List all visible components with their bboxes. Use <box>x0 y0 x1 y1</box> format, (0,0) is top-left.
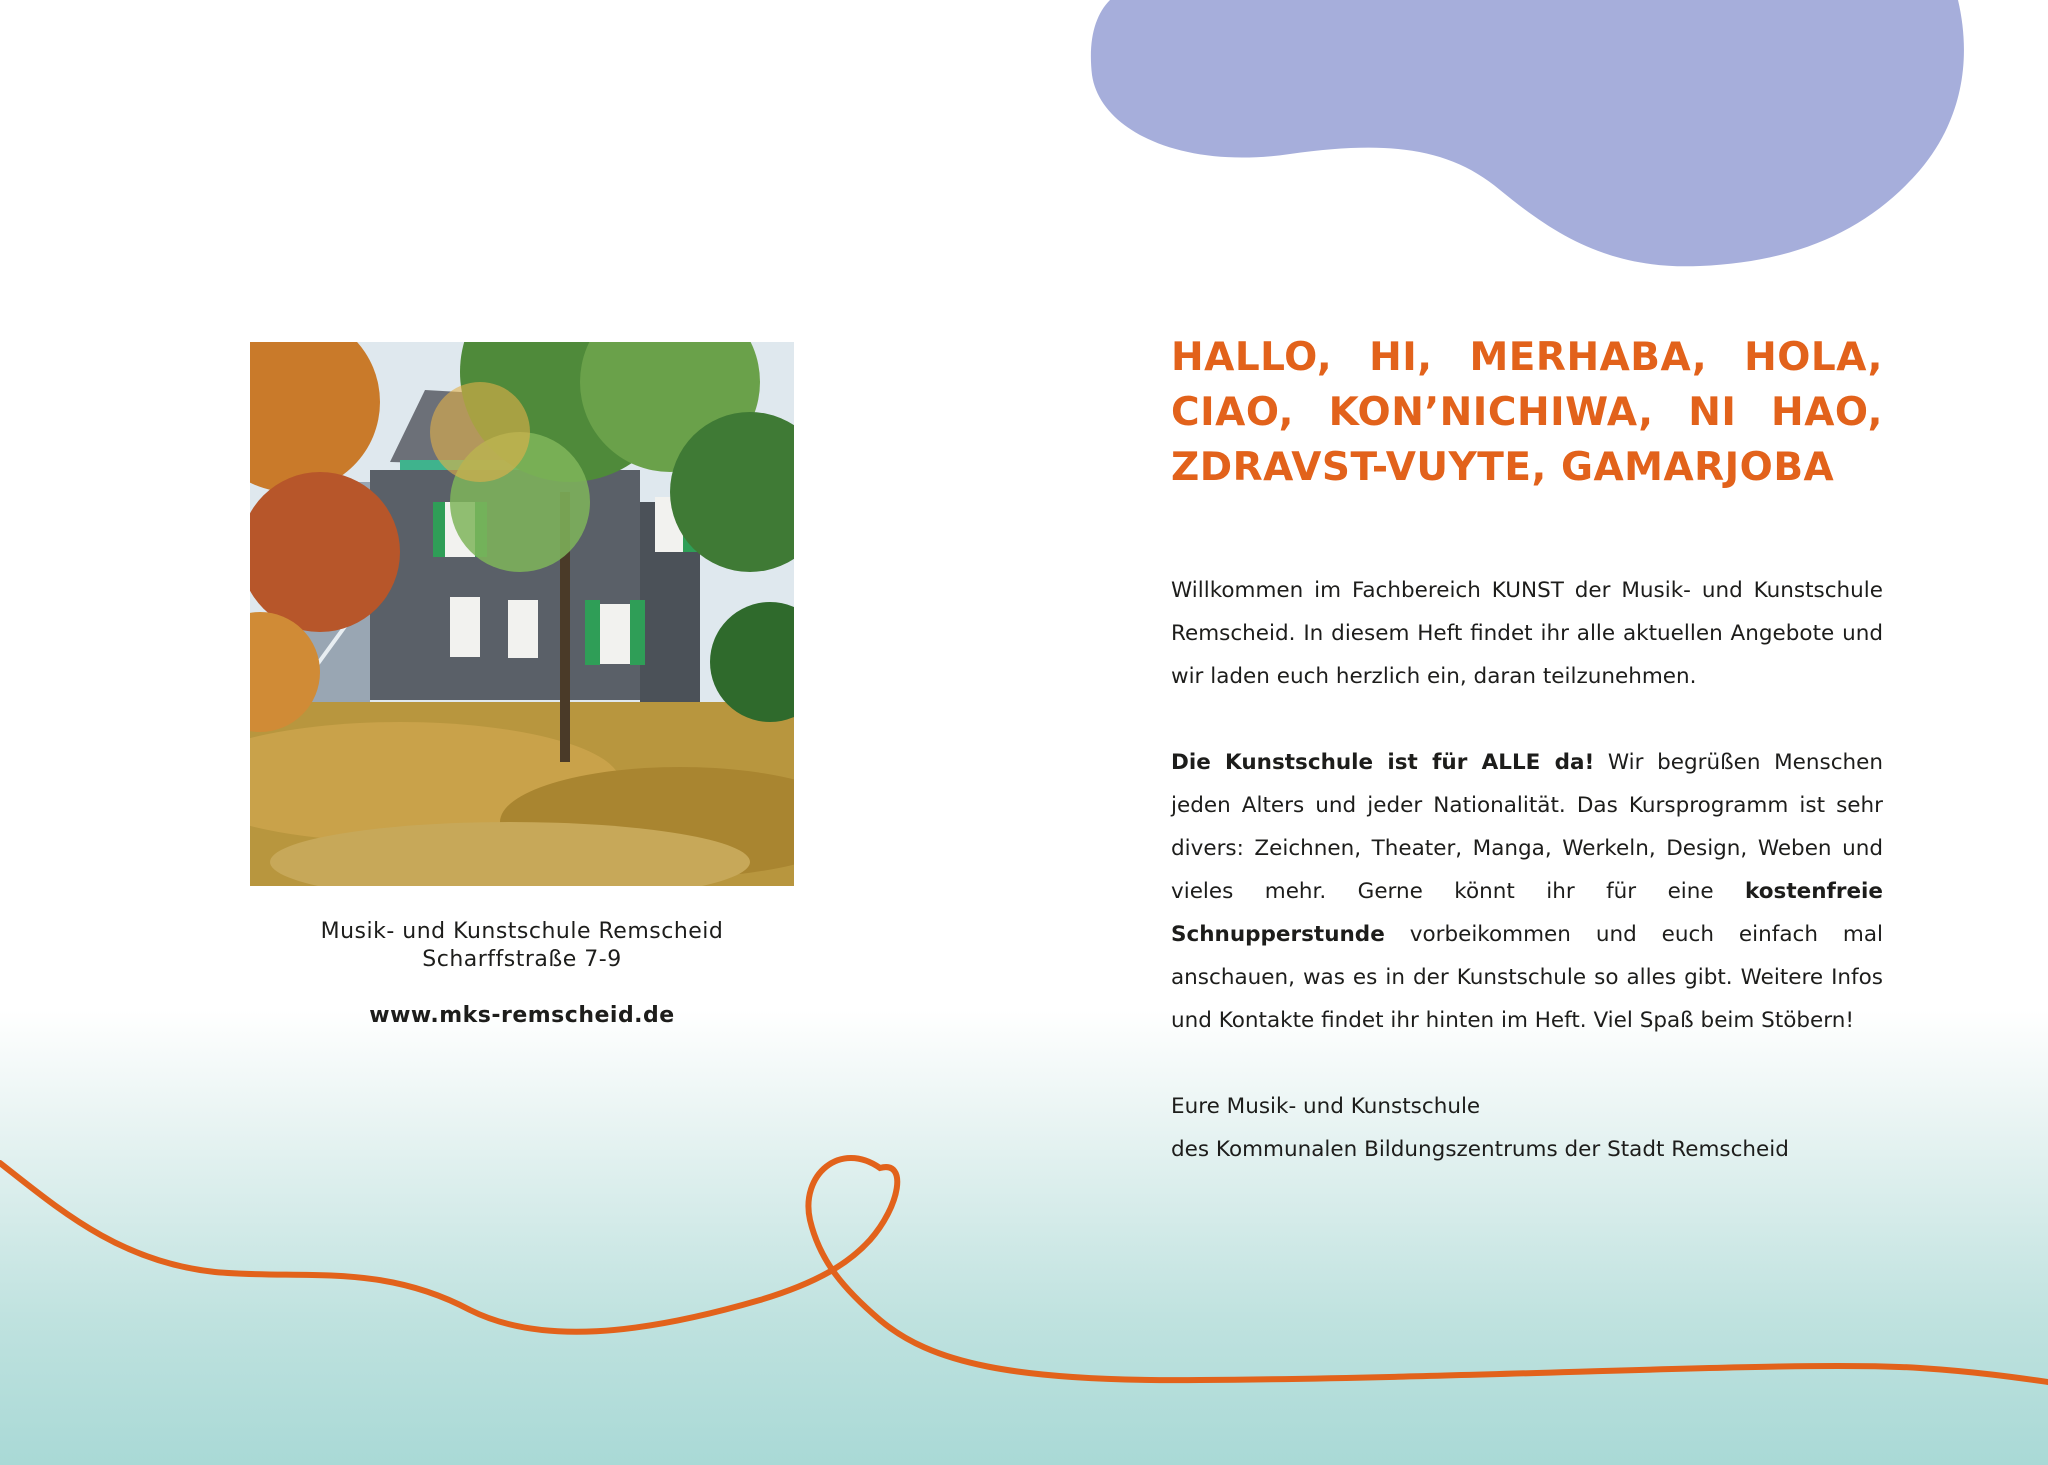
signoff <box>1171 1085 1883 1171</box>
inclusion-text-b: vorbeikommen und euch einfach mal anschauen, was es in der Kunstschule so alles gibt. Weitere Infos und Kontakte findet ihr hinten im Heft. Viel Spaß beim Stöbern! <box>1171 922 1883 1033</box>
free-trial-bold: kostenfreie Schnupperstunde <box>1171 879 1883 947</box>
inclusion-bold-lead: Die Kunstschule ist für ALLE da! <box>1171 750 1595 775</box>
welcome-text <box>1171 569 1883 1171</box>
caption-street: Scharffstraße 7-9 <box>422 947 622 972</box>
signoff-line-2: des Kommunalen Bildungszentrums der Stadt Remscheid <box>1171 1137 1789 1162</box>
caption-school-name: Musik- und Kunstschule Remscheid <box>320 919 724 944</box>
school-building-photo <box>250 342 794 886</box>
school-address-caption <box>250 918 794 1030</box>
inclusion-text-a: Wir begrüßen Menschen jeden Alters und jeder Nationalität. Das Kursprogramm ist sehr divers: Zeichnen, Theater, Manga, Werkeln, Design, Weben und vieles mehr. Gerne könnt ihr für eine <box>1171 750 1883 904</box>
signoff-line-1: Eure Musik- und Kunstschule <box>1171 1094 1481 1119</box>
intro-paragraph: Willkommen im Fachbereich KUNST der Musik- und Kunstschule Remscheid. In diesem Heft findet ihr alle aktuellen Angebote und wir laden euch herzlich ein, daran teilzunehmen. <box>1171 578 1883 689</box>
greeting-headline: HALLO, HI, MERHABA, HOLA, CIAO, KON’NICHIWA, NI HAO, ZDRAVST-VUYTE, GAMARJOBA <box>1171 335 1883 490</box>
website-link[interactable]: www.mks-remscheid.de <box>369 1003 675 1028</box>
inclusion-paragraph <box>1171 741 1883 1042</box>
